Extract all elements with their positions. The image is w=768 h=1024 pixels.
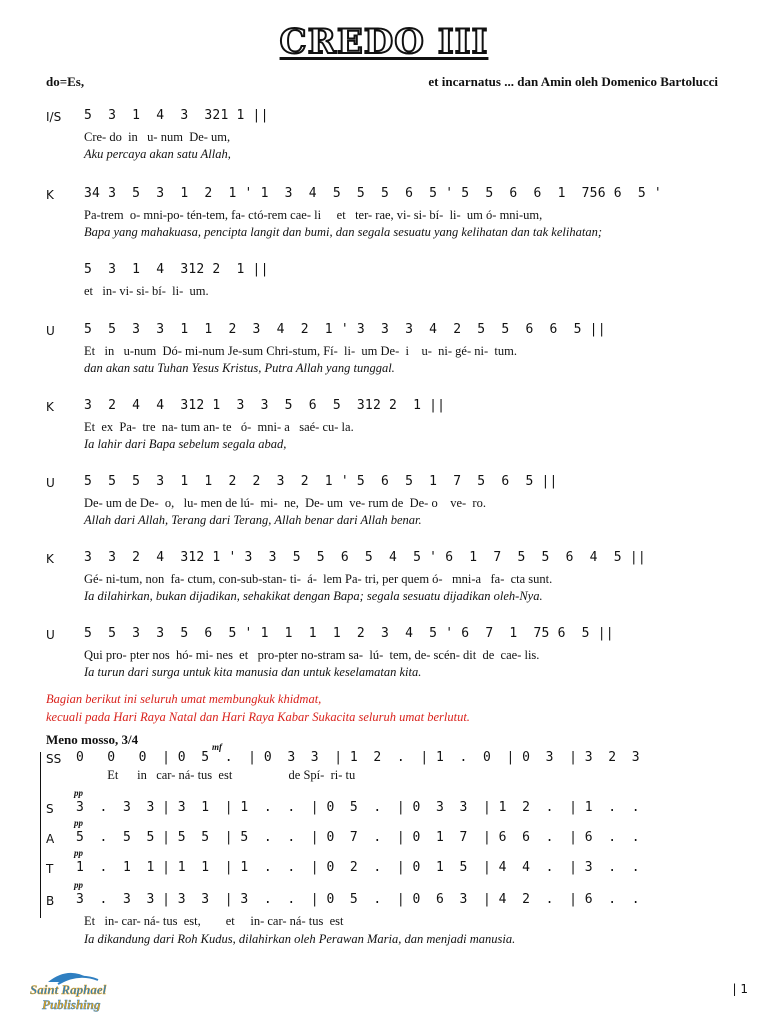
brace-line — [40, 752, 41, 918]
translation-line: Allah dari Allah, Terang dari Terang, Allah benar dari Allah benar. — [84, 513, 422, 527]
key-signature: do=Es, — [46, 74, 85, 89]
notes-line: 5 5 3 3 1 1 2 3 4 2 1 ' 3 3 3 4 2 5 5 6 6 5 || — [84, 322, 606, 337]
translation-line: dan akan satu Tuhan Yesus Kristus, Putra Allah yang tunggal. — [84, 361, 395, 375]
page-title: CREDO III — [279, 22, 489, 62]
dynamic-pp-t: pp — [74, 848, 83, 858]
voice-label: K — [46, 552, 54, 566]
s-notes: 3 . 3 3 | 3 1 | 1 . . | 0 5 . | 0 3 3 | 1 2 . | 1 . . — [76, 800, 640, 815]
translation-line: Aku percaya akan satu Allah, — [84, 147, 231, 161]
lyric-line: Gé- ni-tum, non fa- ctum, con-sub-stan- ti- á- lem Pa- tri, per quem ó- mni-a fa- cta sunt. — [84, 572, 553, 586]
lyric-line: De- um de De- o, lu- men de lú- mi- ne, De- um ve- rum de De- o ve- ro. — [84, 496, 486, 510]
voice-label: I/S — [46, 110, 62, 124]
rubric-line-2: kecuali pada Hari Raya Natal dan Hari Raya Kabar Sukacita seluruh umat berlutut. — [46, 710, 470, 724]
translation-line: Ia turun dari surga untuk kita manusia dan untuk keselamatan kita. — [84, 665, 422, 679]
dynamic-mf: mf — [212, 742, 222, 752]
notes-line: 5 5 3 3 5 6 5 ' 1 1 1 1 2 3 4 5 ' 6 7 1 75 6 5 || — [84, 626, 614, 641]
voice-label: U — [46, 628, 55, 642]
t-notes: 1 . 1 1 | 1 1 | 1 . . | 0 2 . | 0 1 5 | 4 4 . | 3 . . — [76, 860, 640, 875]
voice-label: K — [46, 400, 54, 414]
logo-line-1: Saint Raphael — [30, 982, 107, 997]
notes-line: 5 3 1 4 312 2 1 || — [84, 262, 269, 277]
notes-line: 3 2 4 4 312 1 3 3 5 6 5 312 2 1 || — [84, 398, 446, 413]
lyric-line: Qui pro- pter nos hó- mi- nes et pro-pter no-stram sa- lú- tem, de- scén- dit de cae- lis. — [84, 648, 540, 662]
lyric-line: et in- vi- si- bí- li- um. — [84, 284, 209, 298]
dynamic-pp-s: pp — [74, 788, 83, 798]
choir-translation: Ia dikandung dari Roh Kudus, dilahirkan oleh Perawan Maria, dan menjadi manusia. — [84, 932, 516, 946]
page-number: | 1 — [732, 982, 748, 996]
attribution: et incarnatus ... dan Amin oleh Domenico Bartolucci — [428, 74, 718, 89]
dynamic-pp-b: pp — [74, 880, 83, 890]
a-notes: 5 . 5 5 | 5 5 | 5 . . | 0 7 . | 0 1 7 | 6 6 . | 6 . . — [76, 830, 640, 845]
logo-line-2: Publishing — [42, 997, 101, 1012]
notes-line: 3 3 2 4 312 1 ' 3 3 5 5 6 5 4 5 ' 6 1 7 5 5 6 4 5 || — [84, 550, 646, 565]
voice-label: U — [46, 324, 55, 338]
lyric-line: Et in u-num Dó- mi-num Je-sum Chri-stum, Fí- li- um De- i u- ni- gé- ni- tum. — [84, 344, 517, 358]
translation-line: Ia dilahirkan, bukan dijadikan, sehakikat dengan Bapa; segala sesuatu dijadikan oleh-Nya. — [84, 589, 543, 603]
tempo-marking: Meno mosso, 3/4 — [46, 732, 139, 747]
voice-label-s: S — [46, 802, 54, 816]
publisher-logo — [28, 964, 138, 1014]
lyric-line: Cre- do in u- num De- um, — [84, 130, 231, 144]
translation-line: Bapa yang mahakuasa, pencipta langit dan bumi, dan segala sesuatu yang kelihatan dan tak kelihatan; — [84, 225, 602, 239]
b-notes: 3 . 3 3 | 3 3 | 3 . . | 0 5 . | 0 6 3 | 4 2 . | 6 . . — [76, 892, 640, 907]
voice-label-t: T — [46, 862, 54, 876]
voice-label-ss: SS — [46, 752, 62, 766]
lyric-line: Pa-trem o- mni-po- tén-tem, fa- ctó-rem cae- li et ter- rae, vi- si- bí- li- um ó- mni-um, — [84, 208, 543, 222]
rubric-line-1: Bagian berikut ini seluruh umat membungkuk khidmat, — [46, 692, 322, 706]
notes-line: 5 3 1 4 3 321 1 || — [84, 108, 269, 123]
voice-label-b: B — [46, 894, 55, 908]
translation-line: Ia lahir dari Bapa sebelum segala abad, — [84, 437, 287, 451]
voice-label: K — [46, 188, 54, 202]
lyric-line: Et ex Pa- tre na- tum an- te ó- mni- a saé- cu- la. — [84, 420, 354, 434]
notes-line: 34 3 5 3 1 2 1 ' 1 3 4 5 5 5 6 5 ' 5 5 6 6 1 756 6 5 ' — [84, 186, 662, 201]
dynamic-pp-a: pp — [74, 818, 83, 828]
ss-lyric: Et in car- ná- tus est de Spí- ri- tu — [76, 768, 356, 782]
choir-lyric: Et in- car- ná- tus est, et in- car- ná- tus est — [84, 914, 344, 928]
ss-notes: 0 0 0 | 0 5 . | 0 3 3 | 1 2 . | 1 . 0 | 0 3 | 3 2 3 — [76, 750, 640, 765]
notes-line: 5 5 5 3 1 1 2 2 3 2 1 ' 5 6 5 1 7 5 6 5 || — [84, 474, 558, 489]
voice-label: U — [46, 476, 55, 490]
voice-label-a: A — [46, 832, 55, 846]
